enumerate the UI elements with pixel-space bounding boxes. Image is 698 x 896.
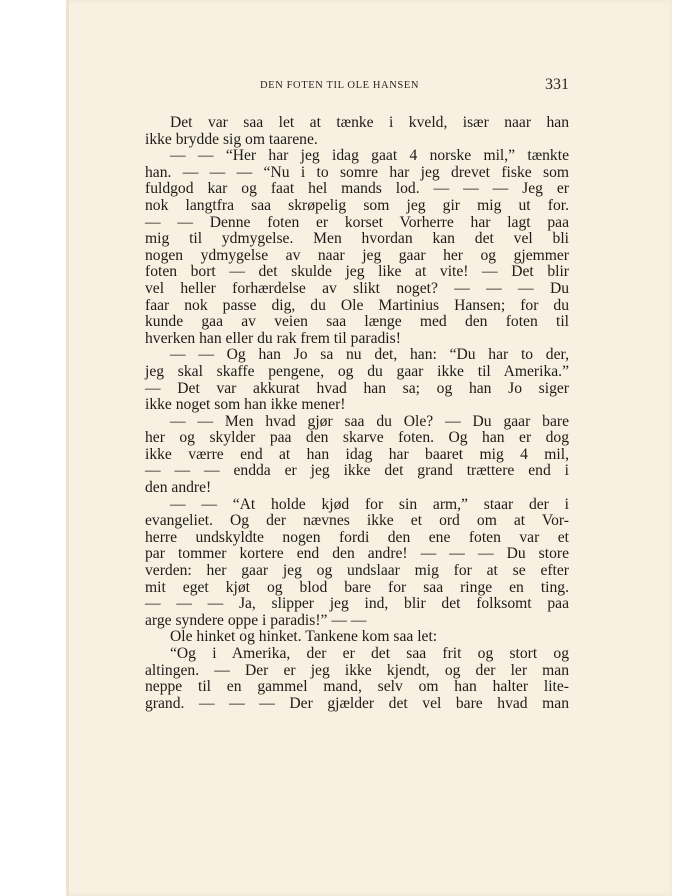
page-edge	[66, 0, 69, 896]
page-number: 331	[545, 76, 569, 93]
text-line: ikke noget som han ikke mener!	[145, 396, 346, 414]
text-line: mig til ydmygelse. Men hvordan kan det vel bli	[145, 230, 569, 248]
text-line: grand. — — — Der gjælder det vel bare hvad man	[145, 694, 569, 712]
text-line: Ole hinket og hinket. Tankene kom saa let:	[170, 628, 438, 646]
text-line: verden: her gaar jeg og undslaar mig for at se efter	[145, 562, 569, 580]
text-line: herre undskyldte nogen fordi den ene foten var et	[145, 528, 569, 546]
text-line: par tommer kortere end den andre! — — — Du store	[145, 545, 569, 563]
text-line: “Og i Amerika, der er det saa frit og stort og	[170, 645, 569, 662]
text-line: Det var saa let at tænke i kveld, især naar han	[170, 114, 569, 131]
text-line: kunde gaa av veien saa længe med den foten til	[145, 313, 569, 331]
text-line: — Det var akkurat hvad han sa; og han Jo siger	[145, 379, 569, 397]
text-line: hverken han eller du rak frem til paradis!	[145, 329, 401, 347]
text-line: den andre!	[145, 479, 212, 497]
text-line: ikke brydde sig om taarene.	[145, 130, 318, 148]
text-line: — — “Her har jeg idag gaat 4 norske mil,” tænkte	[170, 147, 569, 165]
text-line: altingen. — Der er jeg ikke kjendt, og der ler man	[145, 661, 569, 679]
text-line: — — Og han Jo sa nu det, han: “Du har to der,	[170, 346, 569, 364]
text-line: han. — — — “Nu i to somre har jeg drevet fiske som	[145, 163, 569, 181]
text-line: — — — endda er jeg ikke det grand trættere end i	[145, 462, 569, 480]
text-line: mit eget kjøt og blod bare for saa ringe en ting.	[145, 578, 569, 596]
text-line: — — Denne foten er korset Vorherre har lagt paa	[145, 213, 569, 231]
text-line: — — “At holde kjød for sin arm,” staar der i	[170, 495, 569, 513]
text-line: — — — Ja, slipper jeg ind, blir det folksomt paa	[145, 595, 569, 613]
text-line: nogen ydmygelse av naar jeg gaar her og gjemmer	[145, 246, 569, 264]
text-line: ikke værre end at han idag har baaret mig 4 mil,	[145, 445, 569, 463]
text-line: neppe til en gammel mand, selv om han halter lite-	[145, 678, 569, 696]
text-line: nok langtfra saa skrøpelig som jeg gir mig ut for.	[145, 196, 569, 214]
text-line: foten bort — det skulde jeg like at vite! — Det blir	[145, 263, 569, 281]
text-line: her og skylder paa den skarve foten. Og han er dog	[145, 429, 569, 447]
text-line: — — Men hvad gjør saa du Ole? — Du gaar bare	[170, 412, 569, 430]
text-line: evangeliet. Og der nævnes ikke et ord om at Vor-	[145, 512, 569, 530]
text-line: arge syndere oppe i paradis!” — —	[145, 611, 367, 629]
text-line: jeg skal skaffe pengene, og du gaar ikke til Amerika.”	[145, 362, 569, 380]
running-title: DEN FOTEN TIL OLE HANSEN	[260, 80, 420, 91]
text-line: fuldgod kar og faat hel mands lod. — — — Jeg er	[145, 180, 569, 198]
text-line: faar nok passe dig, du Ole Martinius Hansen; for du	[145, 296, 569, 314]
body-text	[145, 115, 569, 712]
page-header	[145, 76, 569, 96]
text-line: vel heller forhærdelse av slikt noget? — — — Du	[145, 279, 569, 297]
